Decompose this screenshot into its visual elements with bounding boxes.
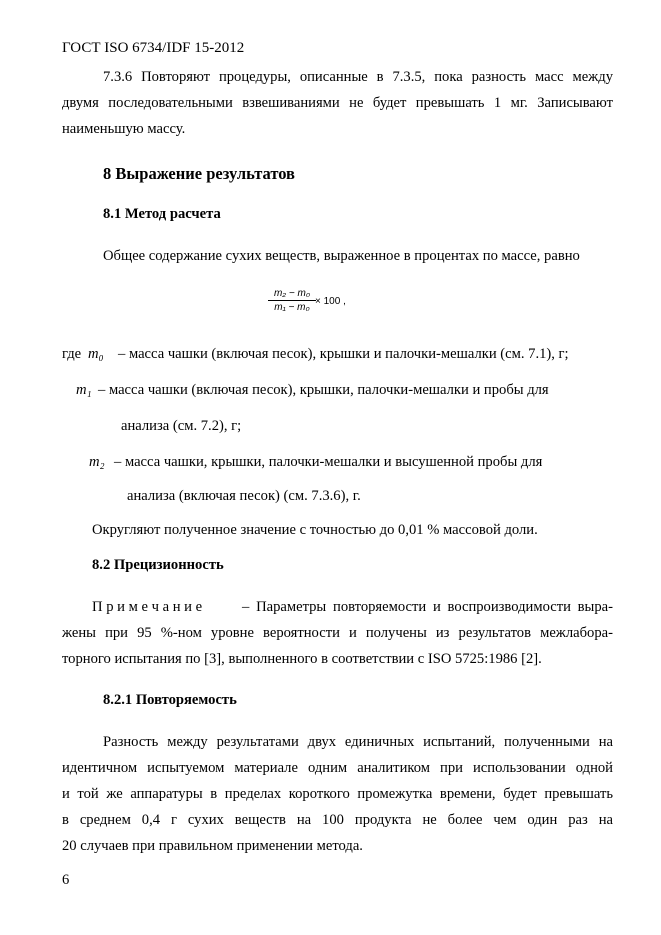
document-header: ГОСТ ISO 6734/IDF 15-2012: [62, 40, 245, 56]
formula-denominator: m₁ − m₀: [274, 302, 310, 313]
definition-m0-text: – масса чашки (включая песок), крышки и палочки-мешалки (см. 7.1), г;: [118, 346, 569, 362]
rounding-sentence: Округляют полученное значение с точностью до 0,01 % массовой доли.: [92, 522, 538, 538]
repeatability-line-2: идентичном испытуемом материале одним аналитиком при использовании одной: [62, 760, 613, 776]
definition-m2-text: – масса чашки, крышки, палочки-мешалки и высушенной пробы для: [114, 454, 543, 470]
definition-m1-text: – масса чашки (включая песок), крышки, палочки-мешалки и пробы для: [98, 382, 549, 398]
repeatability-line-4: в среднем 0,4 г сухих веществ на 100 продукта не более чем один раз на: [62, 812, 613, 828]
repeatability-line-3: и той же аппаратуры в пределах короткого промежутка времени, будет превышать: [62, 786, 613, 802]
note-line-3: торного испытания по [3], выполненного в соответствии с ISO 5725:1986 [2].: [62, 651, 542, 667]
paragraph-7-3-6-line-3: наименьшую массу.: [62, 121, 186, 137]
page-number: 6: [62, 872, 70, 888]
definition-m2-continuation: анализа (включая песок) (см. 7.3.6), г.: [127, 488, 361, 504]
paragraph-7-3-6-line-1: 7.3.6 Повторяют процедуры, описанные в 7.3.5, пока разность масс между: [103, 69, 613, 85]
definition-where: где: [62, 346, 82, 362]
section-8-1-intro: Общее содержание сухих веществ, выраженное в процентах по массе, равно: [103, 248, 580, 264]
formula-numerator: m₂ − m₀: [268, 288, 316, 301]
note-label: П р и м е ч а н и е: [92, 599, 203, 615]
section-8-2-1-title: 8.2.1 Повторяемость: [103, 692, 237, 708]
definition-m2-symbol: m₂: [89, 454, 105, 470]
note-line-1: – Параметры повторяемости и воспроизводимости выра-: [242, 599, 613, 615]
definition-m1-symbol: m₁: [76, 382, 92, 398]
note-line-2: жены при 95 %-ном уровне вероятности и получены из результатов межлабора-: [62, 625, 613, 641]
section-8-1-title: 8.1 Метод расчета: [103, 206, 221, 222]
repeatability-line-5: 20 случаев при правильном применении метода.: [62, 838, 363, 854]
repeatability-line-1: Разность между результатами двух единичных испытаний, полученными на: [103, 734, 613, 750]
definition-m0-symbol: m₀: [88, 346, 104, 362]
formula-multiplier: × 100 ,: [315, 296, 346, 307]
paragraph-7-3-6-line-2: двумя последовательными взвешиваниями не будет превышать 1 мг. Записывают: [62, 95, 613, 111]
definition-m1-continuation: анализа (см. 7.2), г;: [121, 418, 242, 434]
formula-fraction: [268, 288, 316, 313]
section-8-2-title: 8.2 Прецизионность: [92, 557, 224, 573]
section-8-title: 8 Выражение результатов: [103, 164, 295, 183]
